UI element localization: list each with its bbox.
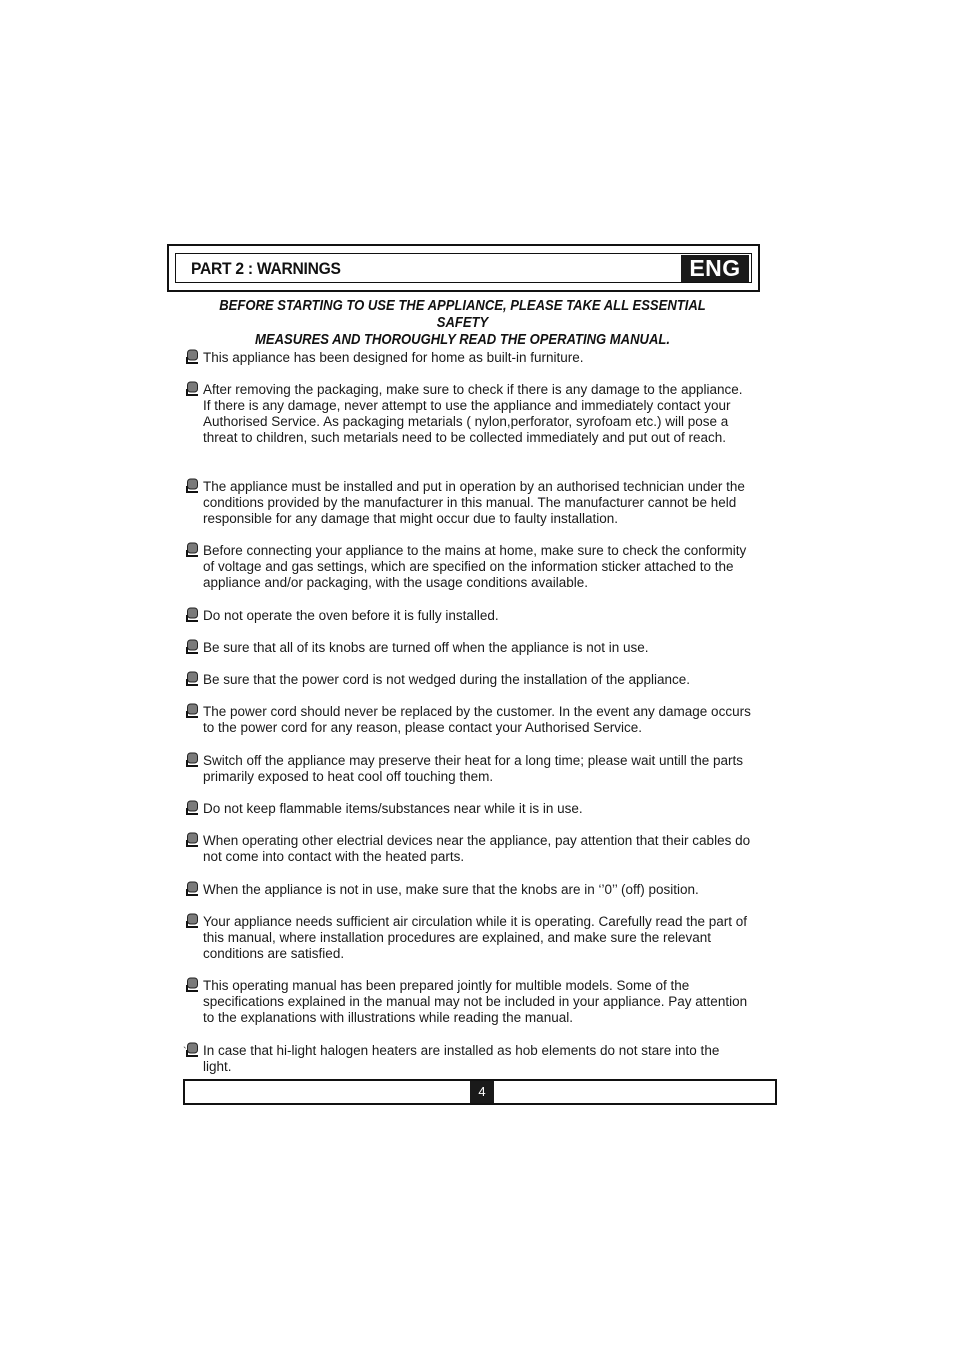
safety-intro-line-1: BEFORE STARTING TO USE THE APPLIANCE, PLEASE TAKE ALL ESSENTIAL SAFETY <box>219 298 706 331</box>
bullet-icon <box>186 800 199 815</box>
warning-item <box>186 882 751 898</box>
page-number: 4 <box>470 1081 494 1103</box>
warning-item <box>186 382 751 446</box>
warning-text: After removing the packaging, make sure to check if there is any damage to the appliance. If there is any damage, never attempt to use the appliance and immediately contact your Authorised Service. As packaging metarials ( nylon,perforator, syrofoam etc.) will pose a threat to children, such metarials need to be collected immediately and put out of reach. <box>203 382 743 445</box>
bullet-icon <box>186 607 199 622</box>
warning-item <box>186 350 751 366</box>
warning-item <box>186 672 751 688</box>
warning-item <box>186 704 751 736</box>
bullet-icon <box>186 913 199 928</box>
warning-text: Be sure that the power cord is not wedged during the installation of the appliance. <box>203 672 691 687</box>
bullet-icon <box>186 752 199 767</box>
page-footer <box>183 1079 777 1105</box>
bullet-icon <box>186 478 199 493</box>
bullet-icon <box>186 881 199 896</box>
warning-text: Be sure that all of its knobs are turned off when the appliance is not in use. <box>203 640 649 655</box>
warning-text: The power cord should never be replaced by the customer. In the event any damage occurs to the power cord for any reason, please contact your Authorised Service. <box>203 704 751 735</box>
warning-item <box>186 543 751 591</box>
bullet-icon <box>186 1042 199 1057</box>
bullet-icon <box>186 703 199 718</box>
warning-text: The appliance must be installed and put in operation by an authorised technician under the conditions provided by the manufacturer in this manual. The manufacturer cannot be held responsible for any damage that might occur due to faulty installation. <box>203 479 745 526</box>
safety-intro <box>208 298 717 349</box>
bullet-icon <box>186 349 199 364</box>
bullet-icon <box>186 671 199 686</box>
warning-item <box>186 833 751 865</box>
warning-text: Do not operate the oven before it is fully installed. <box>203 608 499 623</box>
bullet-icon <box>186 381 199 396</box>
stray-mark: ` <box>183 1046 187 1058</box>
warning-item <box>186 753 751 785</box>
bullet-icon <box>186 832 199 847</box>
warning-text: In case that hi-light halogen heaters are installed as hob elements do not stare into the light. <box>203 1043 720 1074</box>
safety-intro-line-2: MEASURES AND THOROUGHLY READ THE OPERATING MANUAL. <box>255 332 670 348</box>
warning-item <box>186 608 751 624</box>
warning-text: When the appliance is not in use, make sure that the knobs are in ‘’0’’ (off) position. <box>203 882 699 897</box>
section-header-inner <box>175 253 752 283</box>
warning-text: Switch off the appliance may preserve their heat for a long time; please wait untill the parts primarily exposed to heat cool off touching them. <box>203 753 744 784</box>
section-title: PART 2 : WARNINGS <box>191 259 341 278</box>
warning-item <box>186 801 751 817</box>
warning-text: Your appliance needs sufficient air circulation while it is operating. Carefully read the part of this manual, where installation procedures are explained, and make sure the relevant conditions are satisfied. <box>203 914 748 961</box>
warning-text: When operating other electrial devices near the appliance, pay attention that their cables do not come into contact with the heated parts. <box>203 833 751 864</box>
bullet-icon <box>186 977 199 992</box>
warning-text: This appliance has been designed for home as built-in furniture. <box>203 350 584 365</box>
bullet-icon <box>186 639 199 654</box>
warning-item <box>186 914 751 962</box>
warning-item <box>186 1043 751 1075</box>
warning-item <box>186 479 751 527</box>
warning-text: This operating manual has been prepared jointly for multible models. Some of the specifications explained in the manual may not be included in your appliance. Pay attention to the explanations with illustrations while reading the manual. <box>203 978 748 1025</box>
section-header <box>167 244 760 292</box>
warning-text: Before connecting your appliance to the mains at home, make sure to check the conformity of voltage and gas settings, which are specified on the information sticker attached to the appliance and/or packaging, with the usage conditions available. <box>203 543 747 590</box>
warning-item <box>186 978 751 1026</box>
warning-text: Do not keep flammable items/substances near while it is in use. <box>203 801 583 816</box>
bullet-icon <box>186 542 199 557</box>
language-badge: ENG <box>681 255 749 282</box>
warning-item <box>186 640 751 656</box>
